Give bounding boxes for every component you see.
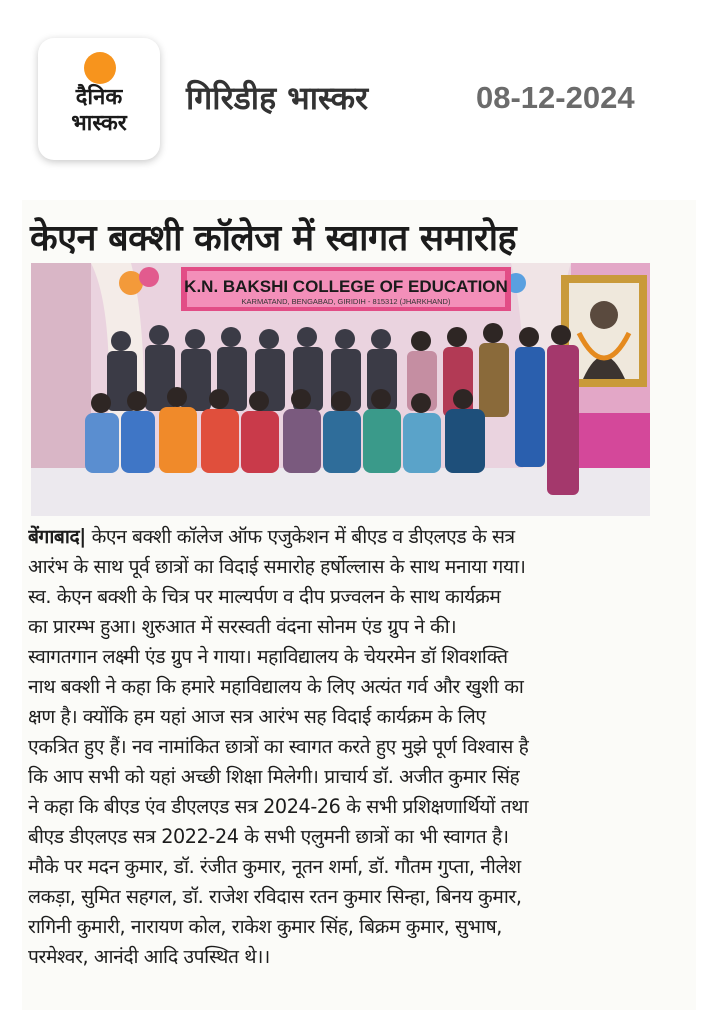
article-line-1-text: केएन बक्शी कॉलेज ऑफ एजुकेशन में बीएड व डीएलएड के सत्र <box>91 525 515 548</box>
article-line-3: स्व. केएन बक्शी के चित्र पर माल्यर्पण व दीप प्रज्वलन के साथ कार्यक्रम <box>28 585 501 608</box>
article-line-2: आरंभ के साथ पूर्व छात्रों का विदाई समारोह हर्षोल्लास के साथ मनाया गया। <box>28 555 526 578</box>
article-line-7: क्षण है। क्योंकि हम यहां आज सत्र आरंभ सह विदाई कार्यक्रम के लिए <box>28 705 486 728</box>
dainik-bhaskar-logo[interactable] <box>38 38 160 160</box>
article-line-12: मौके पर मदन कुमार, डॉ. रंजीत कुमार, नूतन शर्मा, डॉ. गौतम गुप्ता, नीलेश <box>28 855 521 878</box>
group-photo-illustration <box>31 263 650 516</box>
article-headline: केएन बक्शी कॉलेज में स्वागत समारोह <box>30 218 517 259</box>
article-line-11: बीएड डीएलएड सत्र 2022-24 के सभी एलुमनी छात्रों का भी स्वागत है। <box>28 825 509 848</box>
article-line-10: ने कहा कि बीएड एंव डीएलएड सत्र 2024-26 के सभी प्रशिक्षणार्थियों तथा <box>28 795 529 818</box>
article-line-13: लकड़ा, सुमित सहगल, डॉ. राजेश रविदास रतन कुमार सिन्हा, बिनय कुमार, <box>28 885 522 908</box>
sun-logo-icon <box>84 52 116 84</box>
logo-text-line2: भास्कर <box>71 111 127 136</box>
app-header <box>0 0 714 195</box>
article-line-1 <box>28 522 658 552</box>
article-body <box>28 522 658 972</box>
article-line-4: का प्रारम्भ हुआ। शुरुआत में सरस्वती वंदना सोनम एंड ग्रुप ने की। <box>28 615 457 638</box>
article-line-14: रागिनी कुमारी, नारायण कोल, राकेश कुमार सिंह, बिक्रम कुमार, सुभाष, <box>28 915 502 938</box>
article-line-15: परमेश्वर, आनंदी आदि उपस्थित थे।। <box>28 945 270 968</box>
banner-subtitle: KARMATAND, BENGABAD, GIRIDIH - 815312 (JHARKHAND) <box>241 297 451 306</box>
article-line-8: एकत्रित हुए हैं। नव नामांकित छात्रों का स्वागत करते हुए मुझे पूर्ण विश्वास है <box>28 735 529 758</box>
edition-date: 08-12-2024 <box>476 80 635 115</box>
edition-name: गिरिडीह भास्कर <box>186 79 369 117</box>
event-photo <box>31 263 650 516</box>
article-line-9: कि आप सभी को यहां अच्छी शिक्षा मिलेगी। प्राचार्य डॉ. अजीत कुमार सिंह <box>28 765 520 788</box>
logo-text-line1: दैनिक <box>75 85 123 110</box>
article-line-6: नाथ बक्शी ने कहा कि हमारे महाविद्यालय के लिए अत्यंत गर्व और खुशी का <box>28 675 524 698</box>
dateline: बेंगाबाद| <box>28 525 86 548</box>
banner-title: K.N. BAKSHI COLLEGE OF EDUCATION <box>184 277 508 296</box>
article-line-5: स्वागतगान लक्ष्मी एंड ग्रुप ने गाया। महाविद्यालय के चेयरमेन डॉ शिवशक्ति <box>28 645 508 668</box>
